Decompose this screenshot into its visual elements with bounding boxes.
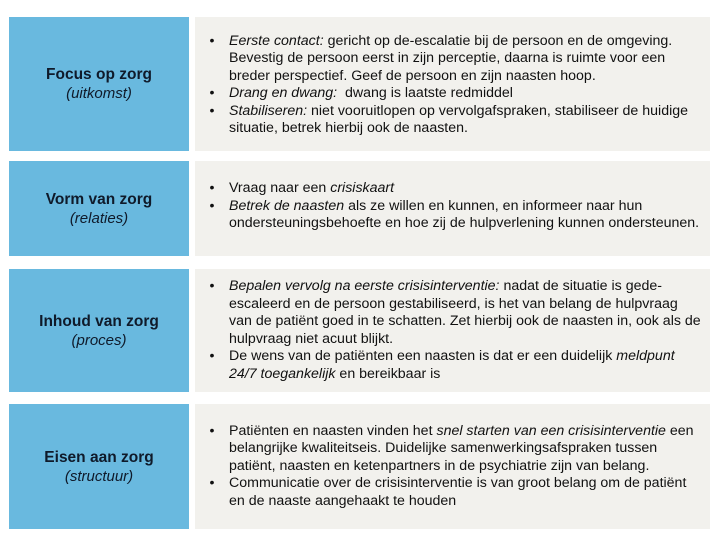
bullet-icon: • [209, 32, 215, 49]
bullet-item [207, 180, 704, 198]
row-content [195, 161, 710, 256]
bullet-icon: • [209, 348, 215, 364]
bullet-list [207, 278, 704, 383]
row-vorm-van-zorg [9, 161, 710, 256]
bullet-text-italic: Drang en dwang: [229, 85, 338, 101]
bullet-text-italic: meldpunt 24/7 toegankelijk [229, 348, 675, 382]
row-title: Vorm van zorg [45, 190, 153, 208]
bullet-list [207, 33, 704, 138]
bullet-text: niet vooruitlopen op vervolgafspraken, stabiliseer de huidige situatie, betrek hierbij ook de naasten. [229, 102, 689, 136]
bullet-text: dwang is laatste redmiddel [337, 85, 513, 101]
bullet-item [207, 278, 704, 348]
bullet-icon: • [209, 475, 215, 492]
bullet-icon: • [209, 85, 215, 101]
row-label [9, 161, 189, 256]
bullet-text-italic: Eerste contact: [229, 32, 324, 49]
bullet-item [207, 85, 704, 103]
bullet-list [207, 423, 704, 511]
bullet-item [207, 198, 704, 233]
bullet-text: Patiënten en naasten vinden het [229, 422, 437, 439]
bullet-item [207, 103, 704, 138]
bullet-text-italic: crisiskaart [330, 180, 395, 197]
bullet-text-italic: Betrek de naasten [229, 197, 345, 214]
bullet-item [207, 475, 704, 510]
row-label [9, 17, 189, 151]
row-label [9, 404, 189, 529]
bullet-text: als ze willen en kunnen, en informeer naar hun ondersteuningsbehoefte en hoe zij de hulpverlening kunnen ondersteunen. [229, 197, 700, 232]
row-label [9, 269, 189, 392]
row-title: Inhoud van zorg [39, 312, 159, 330]
bullet-text: nadat de situatie is gede-escaleerd en de persoon gestabiliseerd, is het van belang de hulpvraag van de patiënt goed in te schatten. Zet hierbij ook de naasten in, ook als de hulpvraag niet acuut blijkt. [229, 278, 701, 347]
row-focus-op-zorg [9, 17, 710, 151]
bullet-icon: • [209, 197, 215, 214]
bullet-item [207, 33, 704, 86]
bullet-item [207, 423, 704, 476]
row-subtitle: (proces) [71, 331, 127, 349]
row-content [195, 404, 710, 529]
row-subtitle: (relaties) [69, 209, 129, 227]
bullet-text-italic: Stabiliseren: [229, 102, 308, 119]
bullet-text-italic: Bepalen vervolg na eerste crisisinterventie: [229, 278, 500, 294]
bullet-text: een belangrijke kwaliteitseis. Duidelijke samenwerkingsafspraken tussen patiënt, naasten en ketenpartners in de psychiatrie zijn van belang. [229, 422, 694, 474]
bullet-text: gericht op de-escalatie bij de persoon en de omgeving. Bevestig de persoon eerst in zijn perceptie, daarna is ruimte voor een breder perspectief. Geef de persoon en zijn naasten hoop. [229, 32, 673, 84]
row-subtitle: (structuur) [64, 467, 134, 485]
row-title: Eisen aan zorg [44, 448, 154, 466]
bullet-text: en bereikbaar is [335, 365, 441, 382]
bullet-icon: • [209, 102, 215, 119]
row-content [195, 269, 710, 392]
bullet-icon: • [209, 180, 215, 197]
row-inhoud-van-zorg [9, 269, 710, 392]
row-content [195, 17, 710, 151]
bullet-text: De wens van de patiënten een naasten is dat er een duidelijk [229, 348, 617, 364]
bullet-item [207, 348, 704, 383]
bullet-text: Communicatie over de crisisinterventie is van groot belang om de patiënt en de naaste aangehaakt te houden [229, 475, 687, 509]
bullet-text: Vraag naar een [229, 180, 331, 197]
row-eisen-aan-zorg [9, 404, 710, 529]
bullet-list [207, 180, 704, 233]
bullet-icon: • [209, 278, 215, 294]
bullet-icon: • [209, 422, 215, 439]
row-title: Focus op zorg [46, 66, 152, 83]
row-subtitle: (uitkomst) [66, 85, 132, 102]
bullet-text-italic: snel starten van een crisisinterventie [436, 422, 666, 439]
